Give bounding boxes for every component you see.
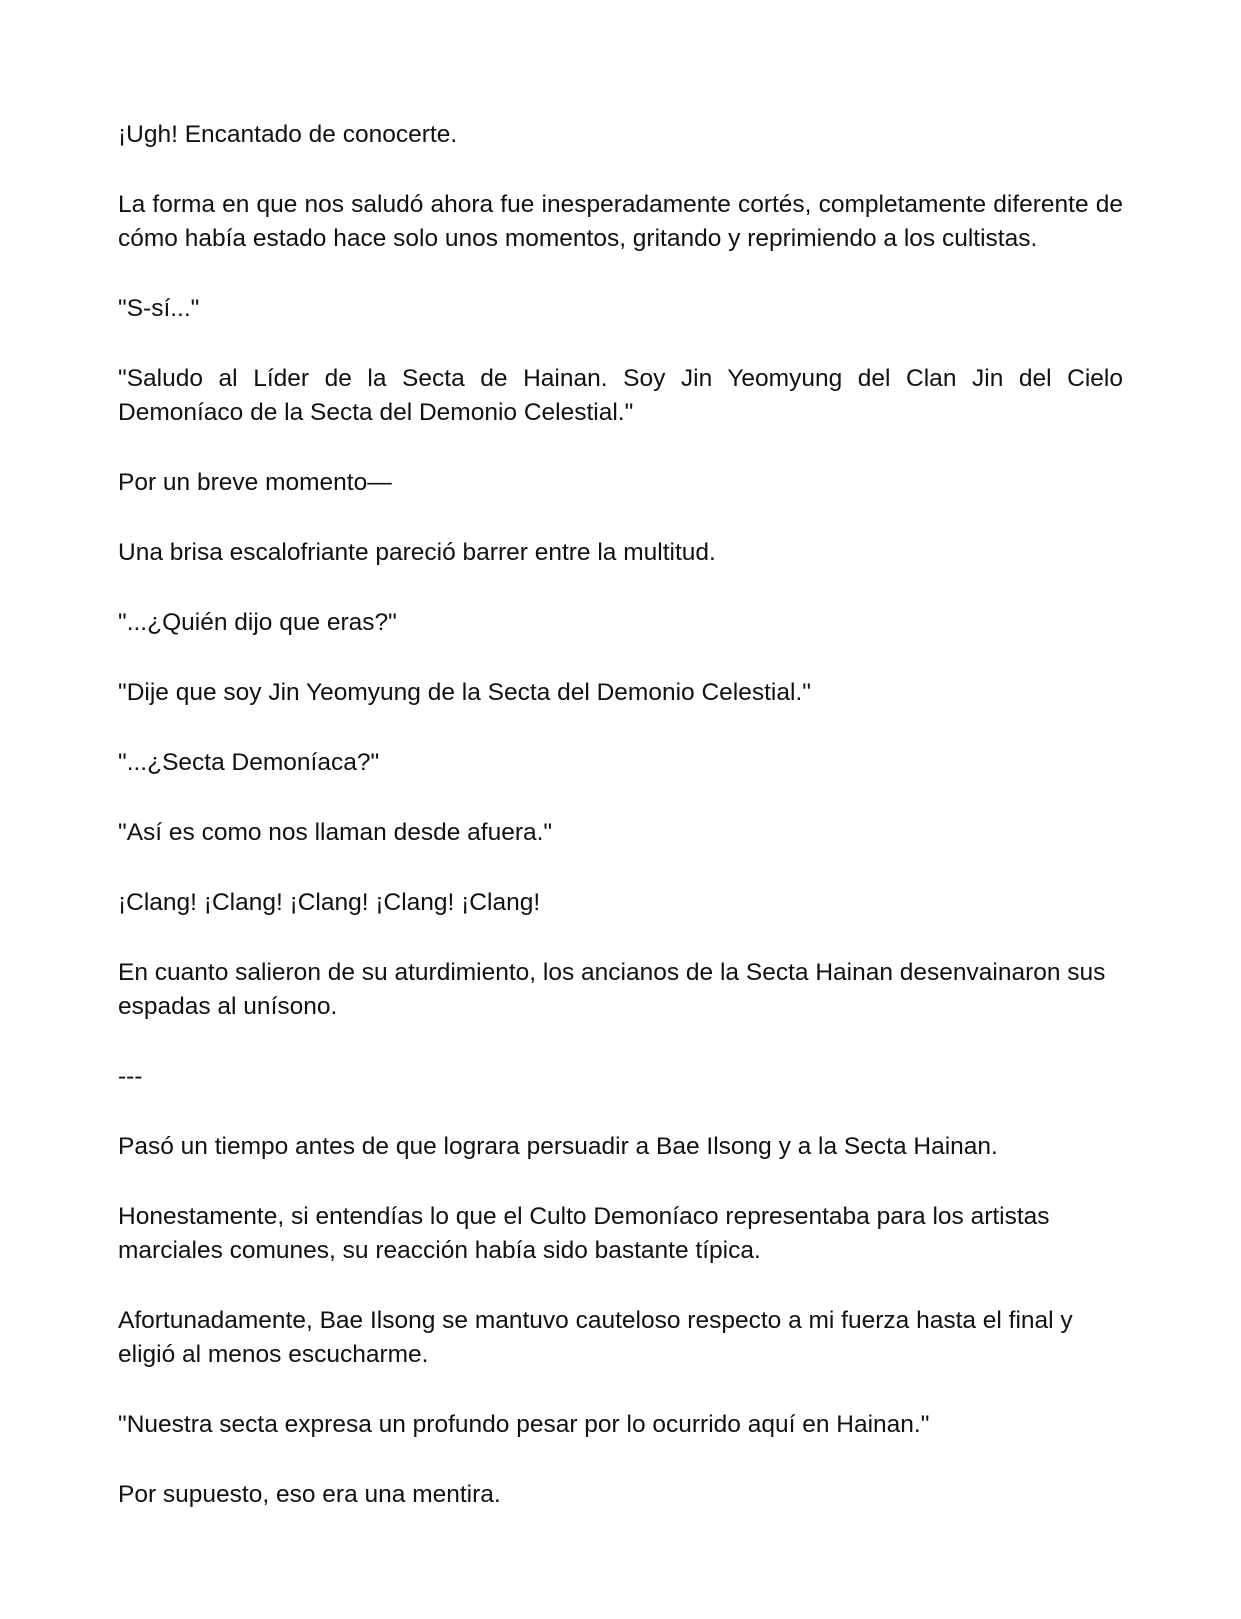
paragraph: Por supuesto, eso era una mentira.	[118, 1481, 501, 1508]
section-divider: ---	[118, 1063, 143, 1090]
paragraph: "Saludo al Líder de la Secta de Hainan. Soy Jin Yeomyung del Clan Jin del Cielo Demoníaco de la Secta del Demonio Celestial."	[118, 365, 1123, 426]
paragraph: "...¿Secta Demoníaca?"	[118, 749, 380, 776]
paragraph: Una brisa escalofriante pareció barrer entre la multitud.	[118, 539, 716, 566]
paragraph: Afortunadamente, Bae Ilsong se mantuvo cauteloso respecto a mi fuerza hasta el final y eligió al menos escucharme.	[118, 1307, 1073, 1368]
paragraph: Honestamente, si entendías lo que el Culto Demoníaco representaba para los artistas marciales comunes, su reacción había sido bastante típica.	[118, 1203, 1050, 1264]
document-page	[118, 118, 1123, 1548]
paragraph: Por un breve momento—	[118, 469, 392, 496]
paragraph: Pasó un tiempo antes de que lograra persuadir a Bae Ilsong y a la Secta Hainan.	[118, 1133, 998, 1160]
paragraph: "...¿Quién dijo que eras?"	[118, 609, 397, 636]
paragraph: En cuanto salieron de su aturdimiento, los ancianos de la Secta Hainan desenvainaron sus espadas al unísono.	[118, 959, 1106, 1020]
paragraph: ¡Clang! ¡Clang! ¡Clang! ¡Clang! ¡Clang!	[118, 889, 541, 916]
paragraph: "S-sí..."	[118, 295, 200, 322]
paragraph: "Nuestra secta expresa un profundo pesar por lo ocurrido aquí en Hainan."	[118, 1411, 930, 1438]
paragraph: ¡Ugh! Encantado de conocerte.	[118, 121, 458, 148]
paragraph: "Así es como nos llaman desde afuera."	[118, 819, 553, 846]
paragraph: "Dije que soy Jin Yeomyung de la Secta del Demonio Celestial."	[118, 679, 811, 706]
paragraph: La forma en que nos saludó ahora fue inesperadamente cortés, completamente diferente de cómo había estado hace solo unos momentos, gritando y reprimiendo a los cultistas.	[118, 191, 1123, 252]
